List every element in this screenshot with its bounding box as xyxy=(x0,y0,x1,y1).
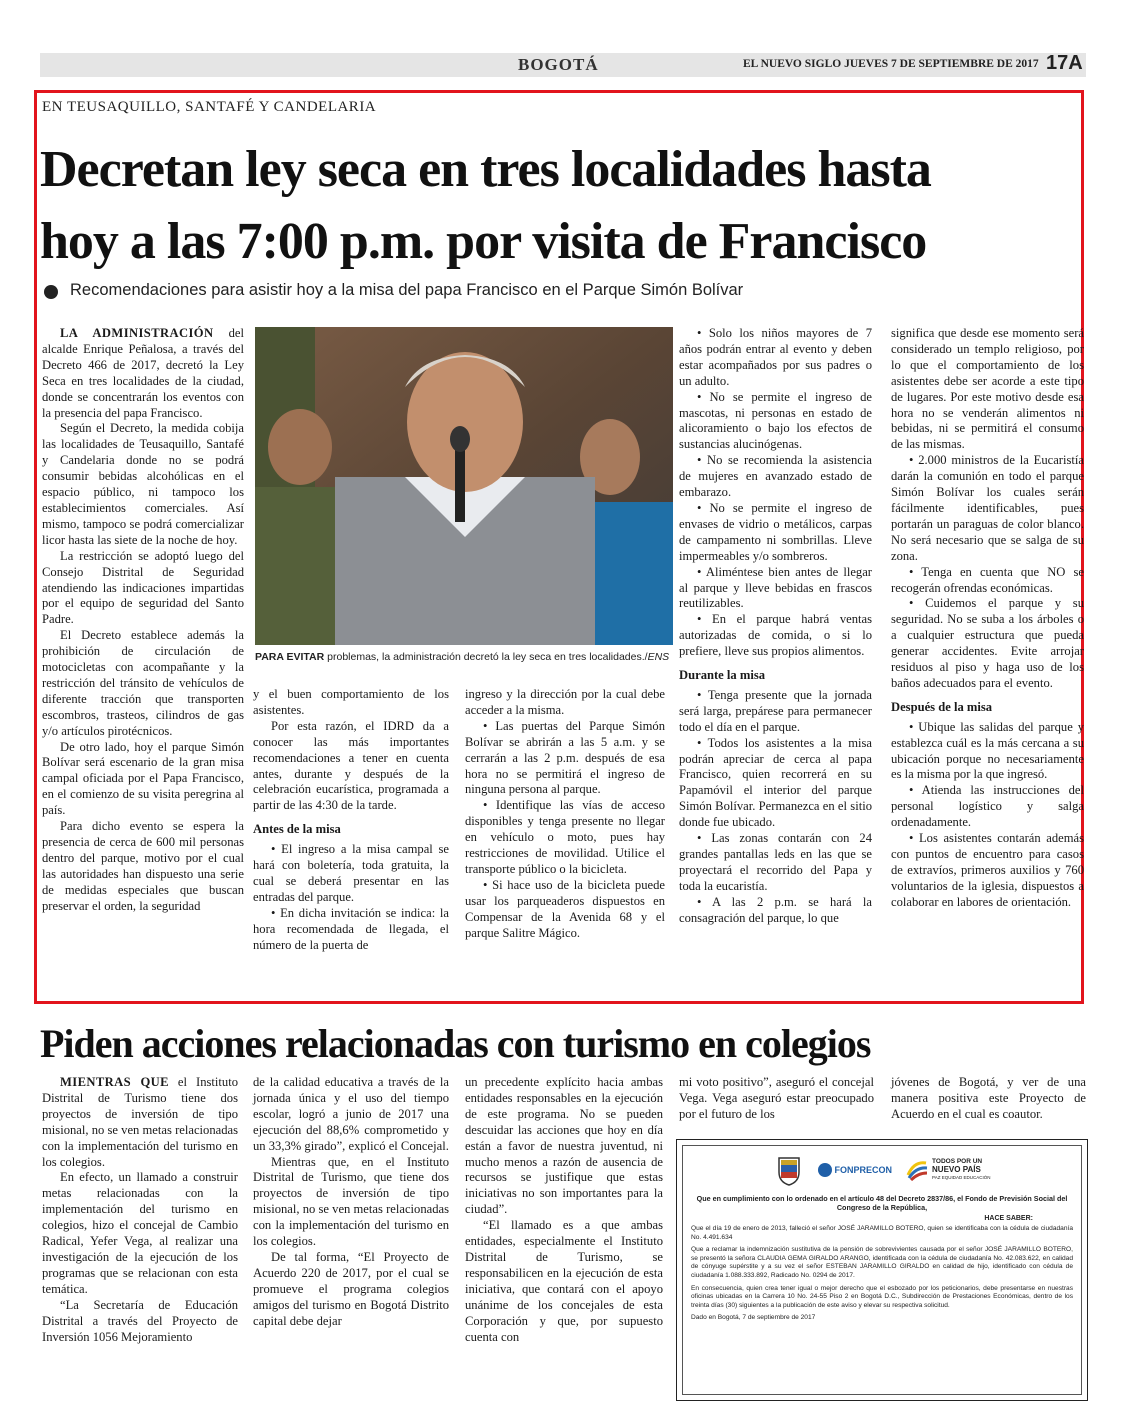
lead-text: el Instituto Distrital de Turismo tiene dos proyectos de inversión de tipo misional, no se ven metas relacionadas con la implementación del turismo en los colegios. xyxy=(42,1075,238,1169)
lead-caps: MIENTRAS QUE xyxy=(60,1075,169,1089)
paragraph: Mientras que, en el Instituto Distrital de Turismo, que tiene dos proyectos de inversión de tipo misional, no se ven metas relacionadas con la implementación del turismo en los colegios. xyxy=(253,1154,449,1249)
nuevo-pais-logo-icon xyxy=(906,1159,928,1181)
paragraph: significa que desde ese momento será considerado un templo religioso, por lo que el comportamiento de los asistentes debe ser acorde a este tipo de lugares. Por este motivo desde esa hora no se venderán alimentos ni bebidas, ni se permitirá el consumo de las mismas. xyxy=(891,326,1084,452)
bullet-item: • En el parque habrá ventas autorizadas de comida, o si lo prefiere, lleve sus propios alimentos. xyxy=(679,612,872,659)
paragraph: El Decreto establece además la prohibición de circulación de motocicletas con acompañante y la restricción del tránsito de vehículos de diferente tracción que transporten escombros, trasteos, cilindros de gas y/o artículos pirotécnicos. xyxy=(42,628,244,738)
paper-date-line: EL NUEVO SIGLO JUEVES 7 DE SEPTIEMBRE DE 2017 xyxy=(743,58,1039,70)
paragraph: mi voto positivo”, aseguró el concejal Vega. Vega aseguró estar preocupado por el futuro de los xyxy=(679,1075,874,1121)
section-name: BOGOTÁ xyxy=(518,55,599,74)
second-article-column-5 xyxy=(891,1075,1086,1123)
paragraph: En efecto, un llamado a construir metas relacionadas con la implementación del turismo en colegios, hizo el concejal de Cambio Radical, Yefer Vega, al realizar una investigación de la ejecución de los programas que se relacionan con esta temática. xyxy=(42,1170,238,1296)
fonprecon-logo xyxy=(818,1163,893,1177)
bullet-item: • Las zonas contarán con 24 grandes pantallas leds en las que se proyectará el recorrido del Papa y toda la eucaristía. xyxy=(679,831,872,893)
bullet-item: • Solo los niños mayores de 7 años podrán entrar al evento y deben estar acompañados por sus padres o un adulto. xyxy=(679,326,872,388)
paragraph: La restricción se adoptó luego del Consejo Distrital de Seguridad atendiendo las indicaciones impartidas por el equipo de seguridad del Santo Padre. xyxy=(42,548,244,627)
photo-illustration xyxy=(255,327,673,645)
photo-caption xyxy=(255,650,673,664)
notice-paragraph: Que a reclamar la indemnización sustitutiva de la pensión de sobrevivientes causada por el señor JOSÉ JARAMILLO BOTERO, se presentó la señora CLAUDIA GEMA GIRALDO ARANGO, identificada con la cédula de ciudadanía No. 42.083.622, en calidad de cónyuge supérstite y a su vez el señor ESTEBAN JARAMILLO GIRALDO en calidad de hijo, identificado con cédula de ciudadanía 1.088.333.892, Radicado No. 0294 de 2017. xyxy=(691,1246,1073,1279)
paragraph: un precedente explícito hacia ambas entidades responsables en la ejecución de este programa. No se pueden descuidar las acciones que hoy en día están a favor de nuestra juventud, ni mucho menos a razón de ausencia de recursos se justifique que estas iniciativas no son importantes para la ciudad”. xyxy=(465,1075,663,1217)
second-article-column-1 xyxy=(42,1075,238,1345)
bullet-icon xyxy=(44,285,58,299)
bullet-item: • En dicha invitación se indica: la hora recomendada de llegada, el número de la puerta de xyxy=(253,905,449,952)
bullet-item: • No se permite el ingreso de mascotas, ni personas en estado de alicoramiento o bajo los efectos de sustancias alucinógenas. xyxy=(679,389,872,452)
bullet-item: • El ingreso a la misa campal se hará con boletería, toda gratuita, la cual se deberá presentar en las entradas del parque. xyxy=(253,842,449,904)
paragraph: Según el Decreto, la medida cobija las localidades de Teusaquillo, Santafé y Candelaria donde no se podrá consumir bebidas alcohólicas en el espacio público, ni tampoco los establecimientos comerciales. Así mismo, tampoco se podrá comercializar licor hasta las siete de la noche de hoy. xyxy=(42,421,244,547)
bullet-item: • Ubique las salidas del parque y establezca cuál es la más cercana a su ubicación porque no necesariamente es la misma por la que ingresó. xyxy=(891,719,1084,782)
article-subhead: Recomendaciones para asistir hoy a la misa del papa Francisco en el Parque Simón Bolívar xyxy=(70,281,744,299)
article-column-5 xyxy=(891,326,1084,911)
bullet-item: • Tenga presente que la jornada será larga, prepárese para permanecer todo el día en el parque. xyxy=(679,687,872,734)
paragraph: “El llamado es a que ambas entidades, especialmente el Instituto Distrital de Turismo, se responsabilicen en la ejecución de esta iniciativa, que contará con el apoyo unánime de los concejales de esta Corporación y que, por supuesto cuenta con xyxy=(465,1218,663,1344)
paragraph: jóvenes de Bogotá, y ver de una manera positiva este Proyecto de Acuerdo en el cual es coautor. xyxy=(891,1075,1086,1121)
bullet-item: • Todos los asistentes a la misa podrán apreciar de cerca al papa Francisco, quien recorrerá en su Papamóvil el interior del parque Simón Bolívar. Permanezca en el sitio donde fue ubicado. xyxy=(679,735,872,830)
caption-text: problemas, la administración decretó la ley seca en tres localidades./ xyxy=(324,651,648,663)
paragraph: De tal forma, “El Proyecto de Acuerdo 220 de 2017, por el cual se promueve el programa colegios amigos del turismo en Bogotá Distrito capital debe dejar xyxy=(253,1249,449,1328)
notice-logos xyxy=(691,1150,1073,1190)
caption-credit: ENS xyxy=(647,651,670,663)
article-column-3 xyxy=(465,687,665,942)
bullet-item: • A las 2 p.m. se hará la consagración del parque, lo que xyxy=(679,894,872,925)
logo-line: NUEVO PAÍS xyxy=(932,1165,981,1174)
caption-lead: PARA EVITAR xyxy=(255,651,325,663)
section-label: Antes de la misa xyxy=(253,822,341,837)
article-column-2 xyxy=(253,687,449,954)
fonprecon-logo-text: FONPRECON xyxy=(834,1165,893,1175)
legal-notice xyxy=(676,1139,1088,1401)
bullet-item: • Si hace uso de la bicicleta puede usar los parqueaderos dispuestos en Compensar de la Avenida 68 y el parque Salitre Mágico. xyxy=(465,877,665,940)
bullet-item: • Identifique las vías de acceso disponibles y tenga presente no llegar en vehículo o moto, pues hay restricciones de movilidad. Utilice el transporte público o la bicicleta. xyxy=(465,798,665,876)
notice-paragraph: Que el día 19 de enero de 2013, falleció el señor JOSÉ JARAMILLO BOTERO, quien se identificaba con la cédula de ciudadanía No. 4.491.634 xyxy=(691,1225,1073,1241)
second-article-column-3 xyxy=(465,1075,663,1345)
paragraph: Para dicho evento se espera la presencia de cerca de 600 mil personas dentro del parque, motivo por el cual las autoridades han dispuesto una serie de medidas especiales que buscan preservar el orden, la seguridad xyxy=(42,819,244,913)
fonprecon-logo-icon xyxy=(818,1163,832,1177)
bullet-item: • 2.000 ministros de la Eucaristía darán la comunión en todo el parque Simón Bolívar los cuales serán fácilmente identificables, pues portarán un paraguas de color blanco. No será necesario que se salga de su zona. xyxy=(891,453,1084,563)
logo-line: PAZ EQUIDAD EDUCACIÓN xyxy=(932,1175,991,1180)
logo-line: TODOS POR UN xyxy=(932,1158,983,1165)
bullet-item: • Atienda las instrucciones del personal logístico y salga ordenadamente. xyxy=(891,783,1084,830)
lead-paragraph xyxy=(42,326,244,421)
news-photo xyxy=(255,327,673,645)
bullet-item: • Aliméntese bien antes de llegar al parque y lleve bebidas en frascos reutilizables. xyxy=(679,564,872,611)
lead-paragraph xyxy=(42,1075,238,1170)
article-column-1 xyxy=(42,326,244,915)
paragraph: Por esta razón, el IDRD da a conocer las más importantes recomendaciones a tener en cuenta antes, durante y después de la celebración eucarística, programada a partir de las 4:30 de la tarde. xyxy=(253,718,449,813)
paragraph: De otro lado, hoy el parque Simón Bolívar será escenario de la gran misa campal oficiada por el Papa Francisco, en el comienzo de su visita peregrina al país. xyxy=(42,739,244,818)
section-label: Después de la misa xyxy=(891,699,993,714)
nuevo-pais-text xyxy=(932,1158,990,1182)
page-number: 17A xyxy=(1046,52,1083,74)
notice-hace-saber: HACE SABER: xyxy=(984,1215,1033,1222)
nuevo-pais-logo xyxy=(906,1158,990,1182)
paragraph: de la calidad educativa a través de la jornada única y el uso del tiempo escolar, logró a junio de 2017 una ejecución del 88,6% comprometido y un 33,3% girado”, explicó el Concejal. xyxy=(253,1075,449,1153)
second-article-column-2 xyxy=(253,1075,449,1330)
lead-text: del alcalde Enrique Peñalosa, a través del Decreto 466 de 2017, decretó la Ley Seca en tres localidades de la ciudad, donde se concentrarán los eventos con la presencia del papa Francisco. xyxy=(42,326,244,420)
bullet-item: • Las puertas del Parque Simón Bolívar se abrirán a las 5 a.m. y se cerrarán a las 2 p.m. después de esa hora no se permitirá el ingreso de ninguna persona al parque. xyxy=(465,718,665,797)
notice-title: Que en cumplimiento con lo ordenado en el artículo 48 del Decreto 2837/86, el Fondo de Previsión Social del Congreso de la República, xyxy=(696,1194,1068,1212)
bullet-item: • Tenga en cuenta que NO se recogerán ofrendas económicas. xyxy=(891,564,1084,595)
legal-notice-inner xyxy=(682,1145,1082,1395)
section-label: Durante la misa xyxy=(679,668,766,683)
paragraph: “La Secretaría de Educación Distrital a través del Proyecto de Inversión 1056 Mejoramiento xyxy=(42,1297,238,1344)
lead-caps: LA ADMINISTRACIÓN xyxy=(60,326,214,340)
coat-of-arms-icon xyxy=(774,1154,804,1186)
paragraph: ingreso y la dirección por la cual debe acceder a la misma. xyxy=(465,687,665,717)
second-article-headline: Piden acciones relacionadas con turismo en colegios xyxy=(40,1021,871,1066)
paragraph: y el buen comportamiento de los asistentes. xyxy=(253,687,449,717)
bullet-item: • No se permite el ingreso de envases de vidrio o metálicos, carpas de campamento ni sombrillas. Lleve impermeables y/o sombreros. xyxy=(679,500,872,563)
article-column-4 xyxy=(679,326,872,927)
bullet-item: • Cuidemos el parque y su seguridad. No se suba a los árboles o a cualquier estructura que pueda generar accidentes. Evite arrojar residuos al piso y haga uso de los baños adecuados para el evento. xyxy=(891,596,1084,690)
article-headline-line2: hoy a las 7:00 p.m. por visita de Francisco xyxy=(40,213,927,270)
bullet-item: • No se recomienda la asistencia de mujeres en avanzado estado de embarazo. xyxy=(679,453,872,500)
notice-date: Dado en Bogotá, 7 de septiembre de 2017 xyxy=(691,1314,816,1322)
second-article-column-4 xyxy=(679,1075,874,1123)
article-kicker: EN TEUSAQUILLO, SANTAFÉ Y CANDELARIA xyxy=(42,99,377,115)
notice-paragraph: En consecuencia, quien crea tener igual o mejor derecho que el esbozado por los peticionarios, debe presentarse en nuestras oficinas ubicadas en la Carrera 10 No. 24-55 Piso 2 en Bogotá D.C., Subdirección de Prestaciones Económicas, dentro de los treinta días (30) siguientes a la publicación de este aviso y elevar su respectiva solicitud. xyxy=(691,1284,1073,1309)
article-headline-line1: Decretan ley seca en tres localidades hasta xyxy=(40,141,931,198)
bullet-item: • Los asistentes contarán además con puntos de encuentro para casos de extravíos, primeros auxilios y 760 voluntarios de la iglesia, dispuestos a colaborar en labores de orientación. xyxy=(891,831,1084,909)
